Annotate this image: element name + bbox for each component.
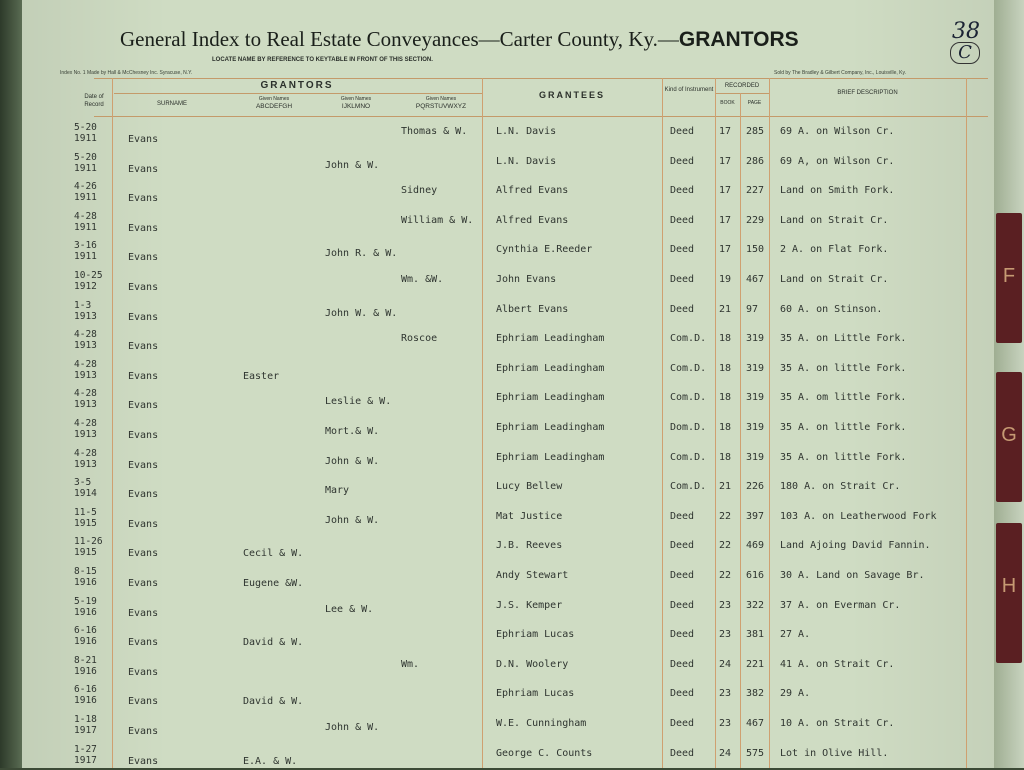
table-row (22, 386, 994, 414)
description-cell: 180 A. on Strait Cr. (780, 481, 901, 493)
surname-cell: Evans (128, 459, 159, 471)
given-ijklmno-cell: Mort.& W. (325, 426, 380, 437)
surname-cell: Evans (128, 755, 159, 767)
date-month-day: 3-5 (74, 477, 92, 489)
page-number (952, 19, 980, 64)
date-year: 1913 (74, 340, 97, 352)
surname-cell: Evans (128, 370, 159, 382)
printer-note-right: Sold by The Bradley & Gilbert Company, Inc., Louisville, Ky. (774, 70, 907, 76)
grantee-cell: Mat Justice (496, 510, 563, 522)
book-cell: 22 (719, 540, 732, 552)
grantee-cell: Alfred Evans (496, 214, 569, 226)
page-cell: 227 (746, 185, 765, 197)
date-month-day: 1-27 (74, 743, 97, 755)
kind-cell: Deed (670, 540, 695, 552)
book-cell: 24 (719, 747, 732, 759)
description-cell: Land on Strait Cr. (780, 274, 889, 285)
date-cell (74, 329, 97, 351)
surname-cell: Evans (128, 341, 159, 353)
col-recorded-header: RECORDED (724, 83, 760, 89)
table-row (22, 179, 994, 207)
kind-cell: Deed (670, 155, 695, 167)
given-abcdefgh-cell: David & W. (243, 637, 304, 649)
page-cell: 381 (746, 629, 765, 641)
index-tab-h[interactable] (996, 523, 1022, 663)
date-month-day: 11-5 (74, 506, 97, 518)
grantee-cell: W.E. Cunningham (496, 718, 587, 729)
book-cell: 17 (719, 214, 732, 226)
book-cell: 19 (719, 274, 732, 285)
book-cell: 18 (719, 333, 732, 345)
book-cell: 17 (719, 155, 732, 167)
description-cell: 29 A. (780, 688, 811, 700)
given-ijklmno-cell: Leslie & W. (325, 396, 392, 408)
date-month-day: 3-16 (74, 240, 97, 252)
given-pqrstuvwxyz-cell: Thomas & W. (401, 126, 468, 137)
given-pqrstuvwxyz-cell: William & W. (401, 214, 474, 226)
surname-cell: Evans (128, 696, 159, 708)
date-year: 1915 (74, 517, 97, 529)
page-title (120, 27, 799, 52)
surname-cell: Evans (128, 607, 159, 619)
kind-cell: Deed (670, 214, 695, 226)
date-month-day: 4-28 (74, 447, 97, 459)
book-cell: 23 (719, 688, 732, 700)
grantee-cell: Ephriam Leadingham (496, 362, 605, 374)
date-cell (74, 684, 97, 706)
given-abcdefgh-cell: Easter (243, 370, 280, 382)
description-cell: 103 A. on Leatherwood Fork (780, 510, 937, 522)
date-cell (74, 477, 97, 499)
date-month-day: 1-3 (74, 299, 92, 311)
page-cell: 467 (746, 274, 765, 285)
grantee-cell: Ephriam Leadingham (496, 392, 605, 404)
page-cell: 575 (746, 747, 765, 759)
date-cell (74, 359, 97, 381)
surname-cell: Evans (128, 134, 159, 145)
date-cell (74, 448, 97, 470)
grantee-cell: Ephriam Lucas (496, 629, 575, 641)
kind-cell: Dom.D. (670, 422, 707, 433)
date-cell (74, 536, 103, 558)
table-row (22, 653, 994, 681)
given-pqrstuvwxyz-cell: Wm. (401, 658, 420, 670)
surname-cell: Evans (128, 726, 159, 737)
description-cell: 30 A. Land on Savage Br. (780, 570, 925, 581)
kind-cell: Deed (670, 599, 695, 611)
date-year: 1917 (74, 725, 97, 736)
description-cell: 35 A. on little Fork. (780, 422, 907, 433)
page-cell: 221 (746, 658, 765, 670)
col-given3-label: Given Names (425, 96, 457, 102)
given-ijklmno-cell: Mary (325, 485, 350, 497)
book-cell: 23 (719, 718, 732, 729)
date-cell (74, 211, 97, 233)
kind-cell: Deed (670, 718, 695, 729)
page-cell: 467 (746, 718, 765, 729)
page-cell: 285 (746, 126, 765, 137)
date-month-day: 4-28 (74, 418, 97, 429)
table-row (22, 238, 994, 266)
date-month-day: 8-15 (74, 566, 97, 577)
page-letter: C (950, 42, 980, 64)
table-row (22, 357, 994, 385)
title-main: General Index to Real Estate Conveyances—Carter County, Ky.— (120, 27, 679, 51)
col-description-header: BRIEF DESCRIPTION (837, 90, 898, 96)
date-cell (74, 152, 97, 174)
date-cell (74, 625, 97, 647)
date-month-day: 5-19 (74, 595, 97, 607)
date-cell (74, 388, 97, 410)
description-cell: 69 A. on Wilson Cr. (780, 126, 895, 137)
col-given2-label: Given Names (340, 96, 372, 102)
date-year: 1913 (74, 399, 97, 411)
kind-cell: Deed (670, 688, 695, 700)
page-cell: 616 (746, 570, 765, 581)
kind-cell: Com.D. (670, 362, 707, 374)
date-year: 1916 (74, 606, 97, 618)
date-year: 1911 (74, 162, 97, 174)
page-cell: 319 (746, 451, 765, 463)
kind-cell: Deed (670, 185, 695, 197)
surname-cell: Evans (128, 666, 159, 678)
title-bold: GRANTORS (678, 28, 799, 51)
description-cell: Lot in Olive Hill. (780, 747, 889, 759)
grantee-cell: Albert Evans (496, 303, 569, 315)
given-ijklmno-cell: John W. & W. (325, 307, 398, 319)
header-bottom-rule (94, 116, 988, 117)
grantee-cell: L.N. Davis (496, 126, 557, 137)
surname-cell: Evans (128, 193, 159, 205)
given-ijklmno-cell: John R. & W. (325, 248, 398, 260)
surname-cell: Evans (128, 430, 159, 441)
description-cell: 35 A. on little Fork. (780, 362, 907, 374)
surname-cell: Evans (128, 400, 159, 412)
book-cell: 18 (719, 392, 732, 404)
grantee-cell: Alfred Evans (496, 185, 569, 197)
grantee-cell: John Evans (496, 274, 557, 285)
given-ijklmno-cell: John & W. (325, 159, 380, 171)
index-tab-h-label: H (1001, 575, 1017, 597)
date-year: 1913 (74, 429, 97, 440)
header-top-rule (94, 78, 988, 79)
date-month-day: 6-16 (74, 625, 97, 637)
date-year: 1916 (74, 665, 97, 677)
table-row (22, 150, 994, 178)
date-year: 1911 (74, 133, 97, 144)
grantee-cell: J.B. Reeves (496, 540, 563, 552)
page-cell: 286 (746, 155, 765, 167)
table-row (22, 594, 994, 622)
date-cell (74, 507, 97, 529)
grantee-cell: J.S. Kemper (496, 599, 563, 611)
recorded-sub-rule (715, 93, 769, 94)
col-date-header: Date of Record (84, 94, 104, 108)
col-given3-header: PQRSTUVWXYZ (415, 103, 467, 110)
surname-cell: Evans (128, 518, 159, 530)
date-month-day: 5-20 (74, 151, 97, 163)
description-cell: Land Ajoing David Fannin. (780, 540, 931, 552)
grantee-cell: Ephriam Leadingham (496, 422, 605, 433)
table-row (22, 623, 994, 651)
date-month-day: 4-26 (74, 181, 97, 193)
kind-cell: Deed (670, 244, 695, 256)
col-page-header: PAGE (747, 100, 762, 106)
kind-cell: Deed (670, 274, 695, 285)
book-cell: 21 (719, 303, 732, 315)
printer-note-left: Index No. 1 Made by Hall & McChesney Inc. Syracuse, N.Y. (60, 70, 193, 76)
book-cell: 18 (719, 451, 732, 463)
description-cell: 35 A. on Little Fork. (780, 333, 907, 345)
book-cell: 21 (719, 481, 732, 493)
given-ijklmno-cell: John & W. (325, 514, 380, 526)
date-year: 1911 (74, 251, 97, 263)
description-cell: 10 A. on Strait Cr. (780, 718, 895, 729)
table-row (22, 682, 994, 710)
date-year: 1911 (74, 192, 97, 204)
given-pqrstuvwxyz-cell: Sidney (401, 185, 438, 197)
description-cell: 41 A. on Strait Cr. (780, 658, 895, 670)
surname-cell: Evans (128, 578, 159, 589)
date-month-day: 4-28 (74, 358, 97, 370)
table-row (22, 742, 994, 770)
surname-cell: Evans (128, 222, 159, 234)
book-cell: 22 (719, 510, 732, 522)
col-grantors-header: GRANTORS (260, 80, 334, 91)
grantors-sub-rule (114, 93, 482, 94)
date-cell (74, 240, 97, 262)
kind-cell: Deed (670, 126, 695, 137)
given-abcdefgh-cell: Cecil & W. (243, 548, 304, 560)
date-year: 1916 (74, 695, 97, 707)
date-month-day: 4-28 (74, 329, 97, 341)
date-month-day: 1-18 (74, 714, 97, 725)
book-cell: 23 (719, 629, 732, 641)
kind-cell: Deed (670, 629, 695, 641)
description-cell: 27 A. (780, 629, 811, 641)
locate-note: LOCATE NAME BY REFERENCE TO KEYTABLE IN FRONT OF THIS SECTION. (212, 57, 433, 63)
given-pqrstuvwxyz-cell: Wm. &W. (401, 274, 444, 285)
date-year: 1913 (74, 369, 97, 381)
table-row (22, 416, 994, 444)
date-year: 1911 (74, 221, 97, 233)
table-row (22, 712, 994, 740)
kind-cell: Com.D. (670, 333, 707, 345)
grantee-cell: L.N. Davis (496, 155, 557, 167)
given-ijklmno-cell: John & W. (325, 455, 380, 467)
page-number-digits: 38 (952, 19, 980, 44)
grantee-cell: Ephriam Leadingham (496, 451, 605, 463)
index-tab-g-label: G (1001, 424, 1017, 446)
date-cell (74, 714, 97, 736)
page-cell: 97 (746, 303, 759, 315)
date-cell (74, 655, 97, 677)
book-cell: 22 (719, 570, 732, 581)
given-abcdefgh-cell: David & W. (243, 696, 304, 708)
table-row (22, 446, 994, 474)
index-tab-g[interactable] (996, 372, 1022, 502)
col-grantees-header: GRANTEES (538, 90, 605, 100)
date-month-day: 5-20 (74, 122, 97, 133)
book-cell: 17 (719, 126, 732, 137)
date-month-day: 8-21 (74, 654, 97, 666)
date-year: 1914 (74, 488, 97, 500)
description-cell: 2 A. on Flat Fork. (780, 244, 889, 256)
table-row (22, 505, 994, 533)
page-cell: 397 (746, 510, 765, 522)
grantee-cell: Lucy Bellew (496, 481, 563, 493)
date-cell (74, 566, 97, 588)
given-ijklmno-cell: John & W. (325, 722, 380, 733)
index-tab-f-label: F (1002, 265, 1016, 287)
date-month-day: 10-25 (74, 270, 103, 281)
grantee-cell: George C. Counts (496, 747, 593, 759)
kind-cell: Deed (670, 747, 695, 759)
kind-cell: Com.D. (670, 392, 707, 404)
book-cell: 17 (719, 244, 732, 256)
page-cell: 226 (746, 481, 765, 493)
page-cell: 319 (746, 422, 765, 433)
description-cell: 69 A, on Wilson Cr. (780, 155, 895, 167)
col-kind-header: Kind of Instrument (664, 87, 714, 93)
date-year: 1913 (74, 458, 97, 470)
kind-cell: Deed (670, 570, 695, 581)
date-month-day: 4-28 (74, 210, 97, 222)
date-cell (74, 418, 97, 440)
description-cell: Land on Strait Cr. (780, 214, 889, 226)
date-year: 1917 (74, 754, 97, 766)
kind-cell: Com.D. (670, 481, 707, 493)
date-cell (74, 181, 97, 203)
table-row (22, 564, 994, 592)
surname-cell: Evans (128, 489, 159, 501)
date-cell (74, 300, 97, 322)
page-cell: 469 (746, 540, 765, 552)
grantee-cell: D.N. Woolery (496, 658, 569, 670)
date-month-day: 11-26 (74, 536, 103, 548)
page-cell: 319 (746, 362, 765, 374)
col-surname-header: SURNAME (156, 101, 187, 107)
page-cell: 382 (746, 688, 765, 700)
given-pqrstuvwxyz-cell: Roscoe (401, 333, 438, 345)
surname-cell: Evans (128, 252, 159, 264)
kind-cell: Deed (670, 510, 695, 522)
table-row (22, 534, 994, 562)
col-book-header: BOOK (720, 100, 735, 106)
page-cell: 319 (746, 392, 765, 404)
col-given2-header: IJKLMNO (341, 103, 371, 110)
book-cell: 24 (719, 658, 732, 670)
page-cell: 319 (746, 333, 765, 345)
date-cell (74, 122, 97, 144)
col-given1-label: Given Names (258, 96, 290, 102)
table-row (22, 327, 994, 355)
surname-cell: Evans (128, 163, 159, 175)
table-row (22, 268, 994, 296)
description-cell: 35 A. on little Fork. (780, 451, 907, 463)
date-month-day: 4-28 (74, 388, 97, 400)
given-ijklmno-cell: Lee & W. (325, 603, 374, 615)
date-year: 1912 (74, 281, 97, 292)
grantee-cell: Ephriam Leadingham (496, 333, 605, 345)
description-cell: 37 A. on Everman Cr. (780, 599, 901, 611)
date-year: 1913 (74, 310, 97, 322)
surname-cell: Evans (128, 311, 159, 323)
table-row (22, 475, 994, 503)
description-cell: Land on Smith Fork. (780, 185, 895, 197)
surname-cell: Evans (128, 282, 159, 293)
page-cell: 322 (746, 599, 765, 611)
date-year: 1915 (74, 547, 97, 559)
page-cell: 150 (746, 244, 765, 256)
kind-cell: Deed (670, 658, 695, 670)
book-cell: 17 (719, 185, 732, 197)
table-row (22, 209, 994, 237)
page-cell: 229 (746, 214, 765, 226)
book-cell: 23 (719, 599, 732, 611)
table-row (22, 120, 994, 148)
book-cell: 18 (719, 362, 732, 374)
ledger-page (22, 0, 994, 768)
given-abcdefgh-cell: Eugene &W. (243, 578, 304, 589)
date-cell (74, 270, 103, 292)
description-cell: 60 A. on Stinson. (780, 303, 883, 315)
date-month-day: 6-16 (74, 684, 97, 696)
description-cell: 35 A. om little Fork. (780, 392, 907, 404)
grantee-cell: Cynthia E.Reeder (496, 244, 593, 256)
grantee-cell: Andy Stewart (496, 570, 569, 581)
date-cell (74, 744, 97, 766)
kind-cell: Deed (670, 303, 695, 315)
surname-cell: Evans (128, 637, 159, 649)
grantee-cell: Ephriam Lucas (496, 688, 575, 700)
date-year: 1916 (74, 636, 97, 648)
date-year: 1916 (74, 577, 97, 588)
table-row (22, 298, 994, 326)
date-cell (74, 596, 97, 618)
index-tab-f[interactable] (996, 213, 1022, 343)
kind-cell: Com.D. (670, 451, 707, 463)
given-abcdefgh-cell: E.A. & W. (243, 755, 298, 767)
book-cell: 18 (719, 422, 732, 433)
col-given1-header: ABCDEFGH (255, 103, 293, 110)
surname-cell: Evans (128, 548, 159, 560)
